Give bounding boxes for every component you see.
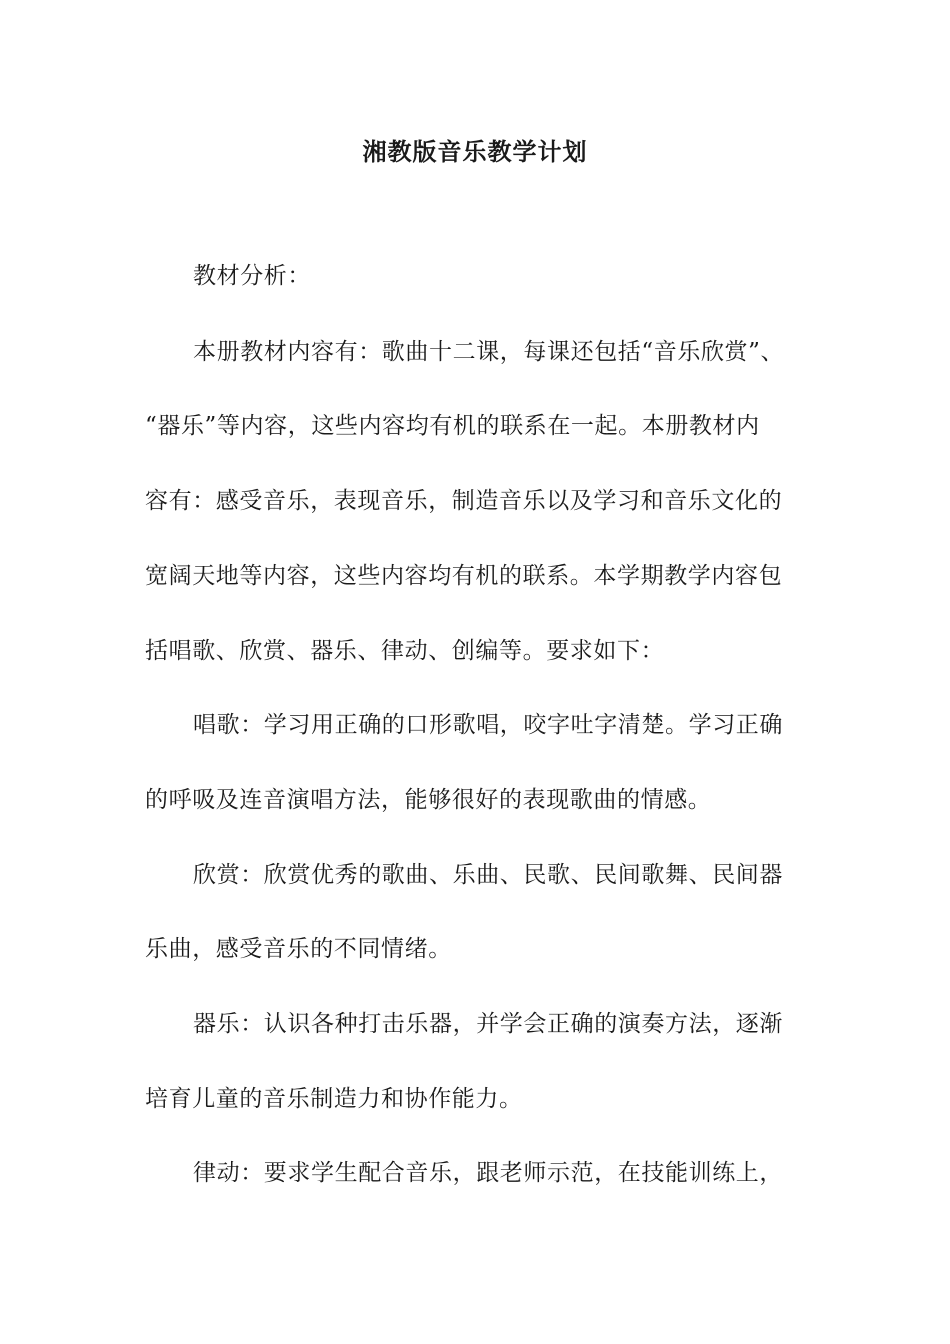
paragraph-line: 本册教材内容有：歌曲十二课，每课还包括“音乐欣赏”、 xyxy=(193,339,785,365)
paragraph-line: 律动：要求学生配合音乐，跟老师示范，在技能训练上， xyxy=(193,1160,783,1186)
paragraph-line: 括唱歌、欣赏、器乐、律动、创编等。要求如下： xyxy=(145,638,665,664)
paragraph-line: 容有：感受音乐，表现音乐，制造音乐以及学习和音乐文化的 xyxy=(145,488,783,514)
paragraph-line: 培育儿童的音乐制造力和协作能力。 xyxy=(145,1086,523,1112)
paragraph-line: 欣赏：欣赏优秀的歌曲、乐曲、民歌、民间歌舞、民间器 xyxy=(193,862,783,888)
paragraph-line: 器乐：认识各种打击乐器，并学会正确的演奏方法，逐渐 xyxy=(193,1011,783,1037)
page-title: 湘教版音乐教学计划 xyxy=(362,137,588,166)
paragraph-line: “器乐”等内容，这些内容均有机的联系在一起。本册教材内 xyxy=(145,413,760,439)
paragraph-line: 宽阔天地等内容，这些内容均有机的联系。本学期教学内容包 xyxy=(145,563,783,589)
paragraph-line: 唱歌：学习用正确的口形歌唱，咬字吐字清楚。学习正确 xyxy=(193,712,783,738)
paragraph-line: 乐曲，感受音乐的不同情绪。 xyxy=(145,936,452,962)
paragraph-line: 的呼吸及连音演唱方法，能够很好的表现歌曲的情感。 xyxy=(145,787,712,813)
section-heading: 教材分析： xyxy=(193,263,311,289)
